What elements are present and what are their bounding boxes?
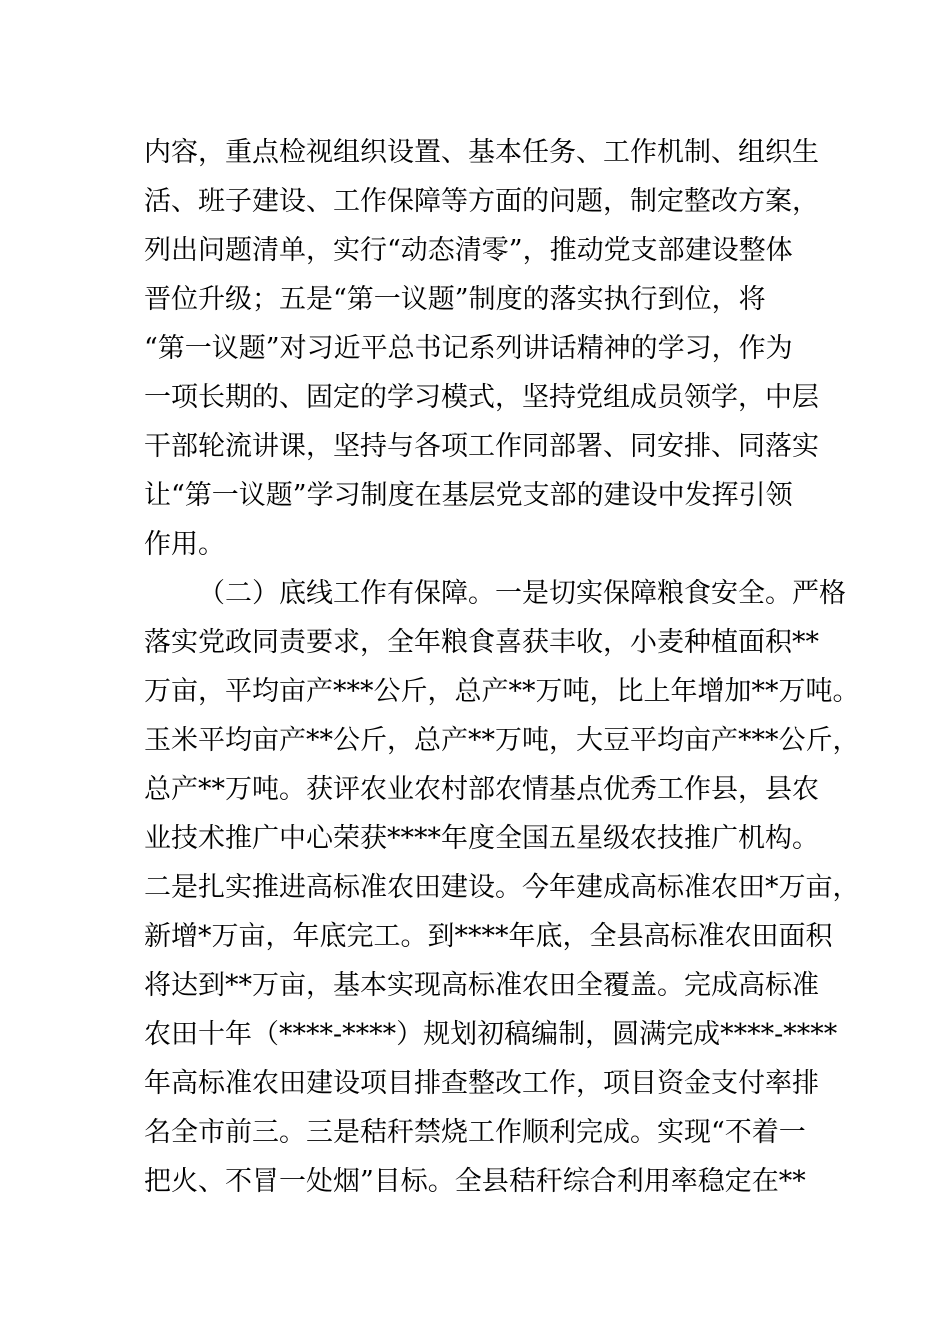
- text-line: 内容，重点检视组织设置、基本任务、工作机制、组织生: [144, 137, 819, 168]
- text-line: 列出问题清单，实行“动态清零”，推动党支部建设整体: [144, 235, 793, 266]
- text-line: 一项长期的、固定的学习模式，坚持党组成员领学，中层: [144, 382, 819, 413]
- text-line: 干部轮流讲课，坚持与各项工作同部署、同安排、同落实: [144, 431, 819, 462]
- text-line: “第一议题”对习近平总书记系列讲话精神的学习，作为: [144, 333, 793, 364]
- text-line: 年高标准农田建设项目排查整改工作，项目资金支付率排: [144, 1068, 819, 1099]
- text-line: 二是扎实推进高标准农田建设。今年建成高标准农田*万亩，: [144, 872, 860, 903]
- text-line: 新增*万亩，年底完工。到****年底，全县高标准农田面积: [144, 921, 833, 952]
- text-line: 总产**万吨。获评农业农村部农情基点优秀工作县，县农: [144, 774, 819, 805]
- text-line: 万亩，平均亩产***公斤，总产**万吨，比上年增加**万吨。: [144, 676, 860, 707]
- text-line: 作用。: [144, 529, 225, 560]
- text-line: 落实党政同责要求，全年粮食喜获丰收，小麦种植面积**: [144, 627, 819, 658]
- body-text: [144, 128, 860, 1206]
- text-line: 玉米平均亩产**公斤，总产**万吨，大豆平均亩产***公斤，: [144, 725, 860, 756]
- text-line: 业技术推广中心荣获****年度全国五星级农技推广机构。: [144, 823, 819, 854]
- text-line: 农田十年（****-****）规划初稿编制，圆满完成****-****: [144, 1019, 838, 1050]
- text-line: 将达到**万亩，基本实现高标准农田全覆盖。完成高标准: [144, 970, 819, 1001]
- text-line: 活、班子建设、工作保障等方面的问题，制定整改方案，: [144, 186, 819, 217]
- text-line: 把火、不冒一处烟”目标。全县秸秆综合利用率稳定在**: [144, 1166, 806, 1197]
- text-line: 晋位升级；五是“第一议题”制度的落实执行到位，将: [144, 284, 766, 315]
- text-line: 让“第一议题”学习制度在基层党支部的建设中发挥引领: [144, 480, 793, 511]
- text-line: 名全市前三。三是秸秆禁烧工作顺利完成。实现“不着一: [144, 1117, 806, 1148]
- section-heading-line: （二）底线工作有保障。一是切实保障粮食安全。严格: [198, 578, 846, 609]
